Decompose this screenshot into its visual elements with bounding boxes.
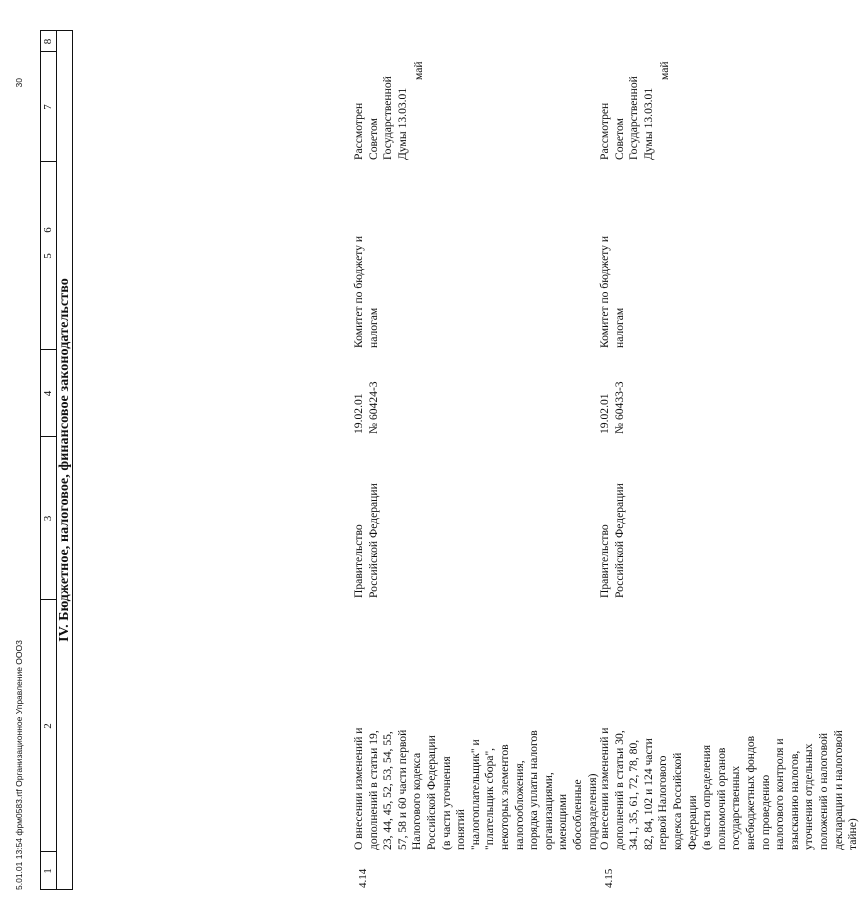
column-number: 8 — [42, 38, 54, 45]
bill-initiator: Правительство Российской Федерации — [598, 483, 626, 598]
row-number: 4.14 — [357, 868, 369, 888]
bill-date-number: 19.02.01 № 60424-3 — [352, 381, 380, 434]
bill-initiator: Правительство Российской Федерации — [352, 483, 380, 598]
table-top-border — [40, 30, 41, 890]
bill-month: май — [658, 61, 671, 80]
rotated-document-page — [10, 30, 860, 890]
page-number: 30 — [14, 78, 24, 88]
section-title: IV. Бюджетное, налоговое, финансовое законодательство — [57, 278, 72, 642]
row-number: 4.15 — [603, 868, 615, 888]
page-footer — [14, 30, 30, 890]
column-number: 2 — [42, 723, 54, 729]
column-number: 7 — [42, 104, 54, 110]
column-number: 4 — [42, 390, 54, 397]
footer-file-info: 5.01.01 13:54 фрм0583.rtf Организационное Управление ООО3 — [14, 640, 24, 890]
bill-committee: Комитет по бюджету и налогам — [598, 235, 626, 348]
bills-table — [40, 30, 860, 890]
bill-date-number: 19.02.01 № 60433-3 — [598, 381, 626, 434]
bill-committee: Комитет по бюджету и налогам — [352, 235, 380, 348]
bill-status: Рассмотрен Советом Государственной Думы 13.03.01 — [352, 76, 409, 160]
bill-status: Рассмотрен Советом Государственной Думы 13.03.01 — [598, 76, 655, 160]
column-number: 5 — [42, 253, 54, 259]
bill-month: май — [412, 61, 425, 80]
bill-title: О внесении изменений и дополнений в статьи 19, 23, 44, 45, 52, 53, 54, 55, 57, 58 и 60 части первой Налогового кодекса Российской Федерации (в части уточнения понятий "налогоплательщик" и "плательщик сбора", некоторых элементов налогообложения, порядка уплаты налогов организациями, имеющими обособленные подразделения) — [352, 727, 599, 850]
column-number: 1 — [42, 868, 54, 874]
column-number: 3 — [42, 515, 54, 522]
column-number: 6 — [42, 227, 54, 233]
bill-title: О внесении изменений и дополнений в статьи 30, 34.1, 35, 61, 72, 78, 80, 82, 84, 102 и 124 части первой Налогового кодекса Российской Федерации (в части определения полномочий органов государственных внебюджетных фондов по проведению налогового контроля и взысканию налогов, уточнения отдельных положений о налоговой декларации и налоговой тайне) — [598, 727, 860, 850]
